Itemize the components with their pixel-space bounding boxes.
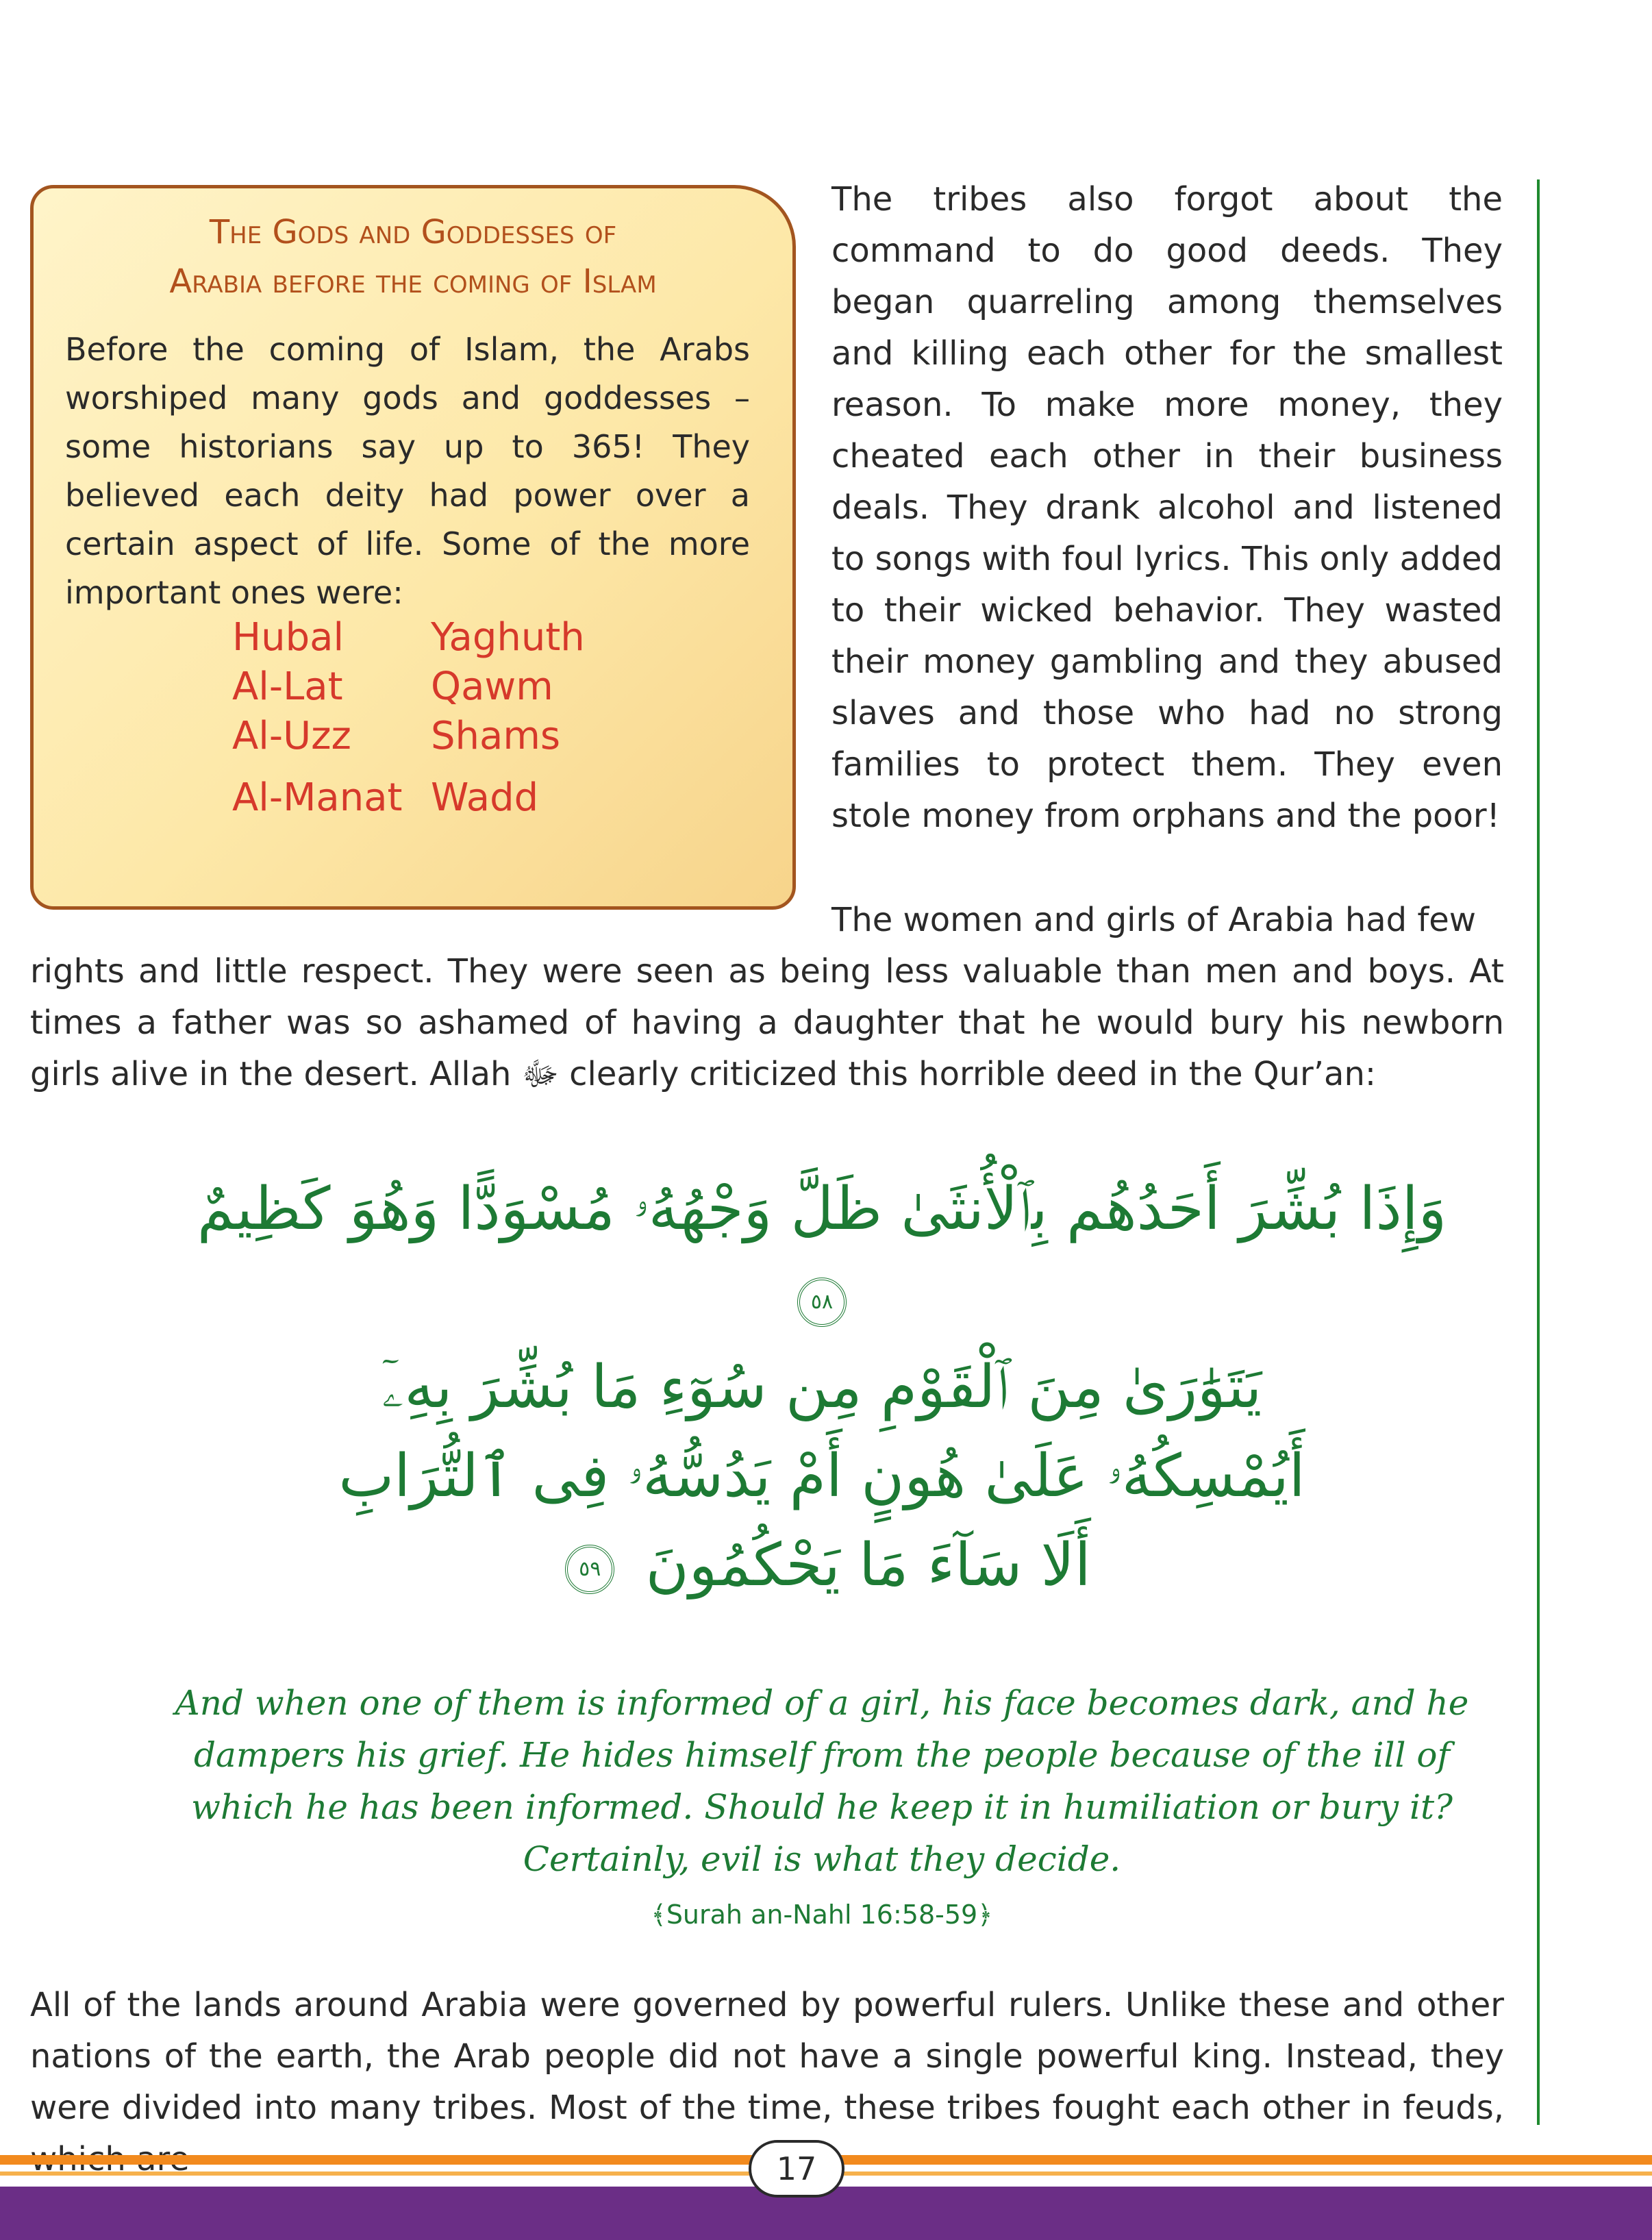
quran-line-1: [171, 1165, 1473, 1343]
deity-list: [232, 613, 643, 823]
quran-line-3: أَيُمْسِكُهُۥ عَلَىٰ هُونٍ أَمْ يَدُسُّهُۥ فِى ٱلتُّرَابِ: [338, 1442, 1305, 1510]
deity-name: Qawm: [431, 664, 553, 709]
quran-line-2: يَتَوَٰرَىٰ مِنَ ٱلْقَوْمِ مِن سُوٓءِ مَا بُشِّرَ بِهِۦٓ: [381, 1353, 1262, 1421]
deity-name: Al-Lat: [232, 664, 343, 709]
verse-translation: And when one of them is informed of a girl, his face becomes dark, and he dampers his grief. He hides himself from the people because of the ill of which he has been informed. Should he keep it in humiliation or bury it? Certainly, evil is what they decide.: [175, 1683, 1469, 1879]
sidebar-title-line1: The Gods and Goddesses of: [209, 213, 617, 251]
quran-line-4-text: أَلَا سَآءَ مَا يَحْكُمُونَ: [645, 1531, 1091, 1600]
quran-line-4: [171, 1521, 1473, 1610]
quran-verse-block: [171, 1165, 1473, 1610]
deity-name: Al-Manat: [232, 775, 403, 820]
verse-citation: ﴾Surah an-Nahl 16:58-59﴿: [651, 1900, 993, 1930]
column-rule: [1537, 179, 1540, 2125]
deity-name: Shams: [431, 714, 561, 758]
deity-name: Wadd: [431, 775, 539, 820]
bottom-paragraph: All of the lands around Arabia were governed by powerful rulers. Unlike these and other nations of the earth, the Arab people did not have a single powerful king. Instead, they were divided into many tribes. Most of the time, these tribes fought each other in feuds,: [30, 1986, 1504, 2127]
quran-line-1-text: وَإِذَا بُشِّرَ أَحَدُهُم بِٱلْأُنثَىٰ ظَلَّ وَجْهُهُۥ مُسْوَدًّا وَهُوَ كَظِيمٌ: [197, 1175, 1447, 1243]
women-paragraph-body: rights and little respect. They were seen as being less valuable than men and boys. At times a father was so ashamed of having a daughter that he would bury his newborn girls alive in the desert. Allah ﷻ clearly criticized this horrible deed in the Qur’an:: [30, 952, 1504, 1093]
column-paragraph: The tribes also forgot about the command to do good deeds. They began quarreling among themselves and killing each other for the smallest reason. To make more money, they cheated each other in their business deals. They drank alcohol and listened to songs with foul lyrics. This only added to their wicked behavior. They wasted their money gambling and they abused slaves and those who had no strong families to protect them. They even stole money from orphans and the poor!: [831, 180, 1503, 835]
verse-number-marker: ٥٨: [797, 1278, 847, 1327]
deity-name: Al-Uzz: [232, 714, 351, 758]
page-number: 17: [749, 2140, 844, 2198]
deity-name: Hubal: [232, 615, 345, 660]
sidebar-body: Before the coming of Islam, the Arabs worshiped many gods and goddesses – some historians say up to 365! They believed each deity had power over a certain aspect of life. Some of the more important ones were:: [65, 331, 750, 611]
deity-name: Yaghuth: [431, 615, 585, 660]
sidebar-title-line2: Arabia before the coming of Islam: [169, 262, 657, 301]
verse-number-marker: ٥٩: [565, 1545, 614, 1594]
sidebar-title: [34, 208, 792, 306]
women-paragraph-lead: The women and girls of Arabia had few: [831, 901, 1477, 939]
sidebar-box: [30, 185, 796, 910]
women-paragraph: [30, 895, 1504, 1100]
